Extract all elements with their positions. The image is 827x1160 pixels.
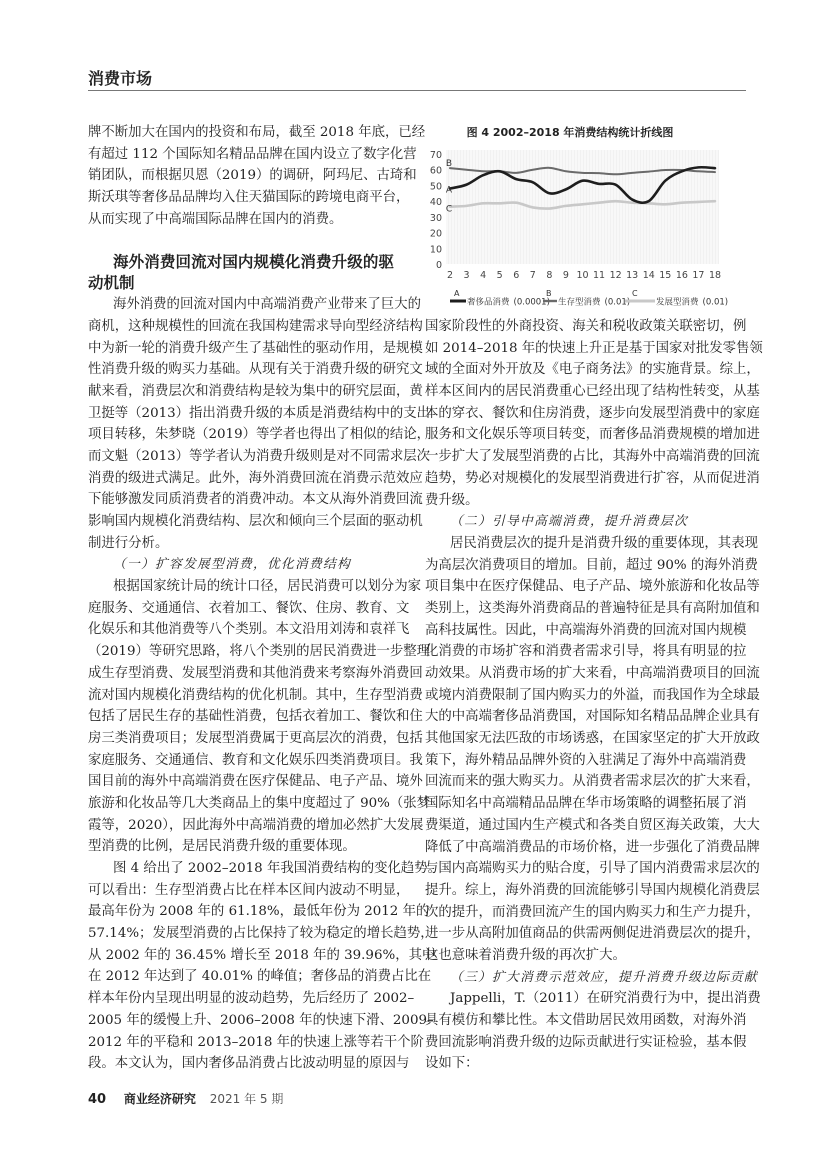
text-line: 设如下： (425, 1056, 479, 1072)
text-line: 具有模仿和攀比性。本文借助居民效用函数，对海外消 (425, 1013, 747, 1028)
legend-letter: C (632, 289, 638, 298)
text-line: 在 2012 年达到了 40.01% 的峰值；奢侈品的消费占比在 (88, 969, 432, 985)
text-line: 动效果。从消费市场的扩大来看，中高端消费项目的回流 (425, 666, 760, 681)
text-line: 下能够激发同质消费者的消费冲动。本文从海外消费回流 (88, 492, 423, 508)
spacer (88, 230, 394, 252)
x-tick-label: 8 (546, 270, 553, 281)
paragraph (425, 988, 761, 1075)
page-footer (88, 1090, 283, 1107)
x-tick-label: 14 (642, 270, 655, 281)
paragraph (88, 858, 442, 1075)
text-line: 图 4 给出了 2002–2018 年我国消费结构的变化趋势。 (113, 861, 442, 876)
paragraph (88, 576, 431, 858)
series-label: C (445, 204, 453, 215)
x-tick-label: 16 (675, 270, 688, 281)
series-label: A (445, 185, 453, 196)
text-line: 回流而来的强大购买力。从消费者需求层次的扩大来看， (425, 774, 760, 790)
text-line: 销团队，而根据贝恩（2019）的调研，阿玛尼、古琦和 (88, 168, 417, 184)
journal-issue: 2021 年 5 期 (209, 1092, 284, 1106)
text-line: 包括了居民生存的基础性消费，包括衣着加工、餐饮和住 (88, 709, 423, 725)
text-line: 策下，海外精品品牌外资的入驻满足了海外中高端消费 (425, 752, 747, 768)
text-line: 域的全面对外开放及《电子商务法》的实施背景。综上， (425, 362, 760, 378)
x-tick-label: 17 (692, 270, 705, 281)
text-line: 其他国家无法匹敌的市场诱惑，在国家坚定的扩大开放政 (425, 731, 760, 747)
y-tick-label: 70 (429, 150, 442, 161)
text-line: 化娱乐和其他消费等八个类别。本文沿用刘涛和袁祥飞 (88, 622, 410, 638)
text-line: 根据国家统计局的统计口径，居民消费可以划分为家 (113, 579, 421, 595)
x-tick-label: 5 (496, 270, 503, 281)
text-line: 最高年份为 2008 年的 61.18%，最低年份为 2012 年的 (88, 904, 430, 920)
text-line: 类别上，这类海外消费商品的普遍特征是具有高附加值和 (425, 600, 760, 616)
text-line: 样本区间内的居民消费重心已经出现了结构性转变，从基 (425, 384, 760, 400)
text-line: 庭服务、交通通信、衣着加工、餐饮、住房、教育、文 (88, 600, 410, 616)
legend-label (656, 297, 728, 308)
text-line: 如 2014–2018 年的快速上升正是基于国家对批发零售领 (425, 340, 763, 356)
legend-name: 生存型消费 (558, 297, 601, 308)
x-tick-label: 2 (446, 270, 454, 281)
legend-label (558, 297, 630, 308)
text-line: （2019）等研究思路，将八个类别的居民消费进一步整理 (88, 644, 431, 660)
text-line: 降低了中高端消费品的市场价格，进一步强化了消费品牌 (425, 839, 760, 855)
text-line: 影响国内规模化消费结构、层次和倾向三个层面的驱动机 (88, 514, 423, 529)
x-tick-label: 12 (609, 270, 622, 281)
legend-note: (0.01) (604, 297, 631, 308)
y-tick-label: 60 (429, 165, 442, 177)
text-line: 提升。综上，海外消费的回流能够引导国内规模化消费层 (425, 882, 760, 898)
x-tick-label: 15 (659, 270, 672, 281)
y-tick-label: 40 (429, 197, 442, 209)
x-tick-label: 10 (576, 270, 589, 281)
text-line: 与国内高端购买力的贴合度，引导了国内消费需求层次的 (425, 861, 760, 877)
text-line: 成生存型消费、发展型消费和其他消费来考察海外消费回 (88, 665, 423, 681)
text-line: 斯沃琪等奢侈品品牌均入住天猫国际的跨境电商平台， (88, 190, 410, 206)
paragraph (88, 122, 426, 230)
text-line: 牌不断加大在国内的投资和布局，截至 2018 年底，已经 (88, 125, 426, 140)
legend-note: (0.01) (702, 297, 729, 308)
text-line: 从 2002 年的 36.45% 增长至 2018 年的 39.96%，其中 (88, 947, 436, 963)
text-line: 中为新一轮的消费升级产生了基础性的驱动作用，是规模 (88, 340, 423, 356)
text-line: 为高层次消费项目的增加。目前，超过 90% 的海外消费 (425, 557, 758, 573)
text-line: 霞等，2020），因此海外中高端消费的增加必然扩大发展 (88, 817, 424, 833)
legend-letter: A (454, 289, 460, 298)
text-line: 性消费升级的购买力基础。从现有关于消费升级的研究文 (88, 362, 423, 378)
x-tick-label: 6 (513, 270, 520, 281)
legend-label (467, 297, 550, 308)
text-line: 服务和文化娱乐等项目转变，而奢侈品消费规模的增加进 (425, 427, 760, 443)
text-line: 大的中高端奢侈品消费国，对国际知名精品品牌企业具有 (425, 709, 760, 725)
text-line: 段。本文认为，国内奢侈品消费占比波动明显的原因与 (88, 1056, 410, 1072)
y-tick-label: 20 (429, 228, 442, 240)
text-line: 旅游和化妆品等几大类商品上的集中度超过了 90%（张梦 (88, 795, 431, 811)
text-line: 趋势，势必对规模化的发展型消费进行扩容，从而促进消 (425, 470, 760, 486)
page-number: 40 (88, 1092, 107, 1107)
text-line: 国目前的海外中高端消费在医疗保健品、电子产品、境外 (88, 774, 423, 790)
x-tick-label: 4 (480, 270, 487, 281)
paragraph (425, 316, 763, 511)
text-line: 本的穿衣、餐饮和住房消费，逐步向发展型消费中的家庭 (425, 405, 760, 421)
legend-letter: B (546, 289, 552, 298)
text-line: 样本年份内呈现出明显的波动趋势，先后经历了 2002– (88, 991, 415, 1007)
header-rule (88, 90, 746, 91)
text-line: 消费的级进式满足。此外，海外消费回流在消费示范效应 (88, 470, 423, 486)
text-line: 费回流影响消费升级的边际贡献进行实证检验，基本假 (425, 1034, 747, 1050)
figure-4-line-chart (420, 120, 750, 315)
text-line: 2012 年的平稳和 2013–2018 年的快速上涨等若干个阶 (88, 1034, 424, 1050)
text-line: 化消费的市场扩容和消费者需求引导，将具有明显的拉 (425, 644, 747, 660)
legend-name: 奢侈品消费 (467, 297, 510, 308)
text-line: 海外消费的回流对国内中高端消费产业带来了巨大的 (113, 297, 421, 313)
heading-line: 海外消费回流对国内规模化消费升级的驱 (113, 253, 394, 272)
x-tick-label: 18 (708, 270, 722, 281)
text-line: 流对国内规模化消费结构的优化机制。其中，生存型消费 (88, 687, 423, 703)
x-tick-label: 13 (626, 270, 639, 281)
text-line: 高科技属性。因此，中高端海外消费的回流对国内规模 (425, 622, 747, 638)
paragraph (88, 294, 431, 554)
text-line: 一步扩大了发展型消费的占比，其海外中高端消费的回流 (425, 449, 760, 465)
text-line: 项目集中在医疗保健品、电子产品、境外旅游和化妆品等 (425, 579, 760, 595)
subsection-heading: （一）扩容发展型消费，优化消费结构 (113, 557, 351, 573)
text-line: 制进行分析。 (88, 535, 169, 551)
text-line: 而文魁（2013）等学者认为消费升级则是对不同需求层次 (88, 448, 431, 464)
text-line: 或境内消费限制了国内购买力的外溢，而我国作为全球最 (425, 687, 760, 703)
text-line: 可以看出：生存型消费占比在样本区间内波动不明显， (88, 882, 410, 898)
x-tick-label: 7 (529, 270, 536, 281)
y-tick-label: 10 (429, 244, 442, 256)
text-line: 进一步从高附加值商品的供需两侧促进消费层次的提升， (425, 926, 760, 942)
y-tick-label: 0 (435, 260, 442, 271)
text-line: 57.14%；发展型消费的占比保持了较为稳定的增长趋势， (88, 926, 434, 942)
text-line: 次的提升，而消费回流产生的国内购买力和生产力提升， (425, 904, 760, 920)
legend-name: 发展型消费 (656, 297, 699, 308)
heading-line: 动机制 (88, 274, 135, 293)
text-line: 有超过 112 个国际知名精品品牌在国内设立了数字化营 (88, 146, 417, 162)
text-line: 家庭服务、交通通信、教育和文化娱乐四类消费项目。我 (88, 752, 423, 768)
x-tick-label: 11 (593, 270, 606, 281)
chart-title: 图 4 2002–2018 年消费结构统计折线图 (466, 126, 674, 139)
y-tick-label: 30 (429, 212, 442, 224)
x-tick-label: 9 (562, 270, 569, 281)
text-line: 献来看，消费层次和消费结构是较为集中的研究层面，黄 (88, 383, 423, 399)
text-line: 国家阶段性的外商投资、海关和税收政策关联密切，例 (425, 319, 747, 334)
text-line: 费升级。 (425, 492, 479, 508)
journal-name: 商业经济研究 (123, 1092, 196, 1106)
text-line: 商机，这种规模性的回流在我国构建需求导向型经济结构 (88, 318, 423, 334)
section-heading (88, 252, 394, 294)
series-label: B (445, 159, 453, 170)
text-line: 费渠道，通过国内生产模式和各类自贸区海关政策，大大 (425, 817, 760, 833)
text-line: 卫挺等（2013）指出消费升级的本质是消费结构中的支出 (88, 405, 431, 421)
y-tick-label: 50 (429, 181, 442, 193)
text-line: 从而实现了中高端国际品牌在国内的消费。 (88, 211, 343, 227)
subsection-heading: （二）引导中高端消费，提升消费层次 (450, 514, 688, 530)
subsection-heading: （三）扩大消费示范效应，提升消费升级边际贡献 (450, 969, 758, 985)
text-line: 型消费的比例，是居民消费升级的重要体现。 (88, 839, 356, 855)
text-line: Jappelli，T.（2011）在研究消费行为中，提出消费 (450, 991, 761, 1007)
text-line: 国际知名中高端精品品牌在华市场策略的调整拓展了消 (425, 796, 747, 812)
x-tick-label: 3 (463, 270, 470, 281)
paragraph (425, 533, 760, 967)
text-line: 2005 年的缓慢上升、2006–2008 年的快速下滑、2009– (88, 1012, 434, 1028)
text-line: 房三类消费项目；发展型消费属于更高层次的消费，包括 (88, 730, 423, 746)
section-header: 消费市场 (88, 69, 153, 88)
text-line: 这也意味着消费升级的再次扩大。 (425, 947, 626, 963)
text-line: 项目转移，朱梦晓（2019）等学者也得出了相似的结论， (88, 427, 431, 443)
text-line: 居民消费层次的提升是消费升级的重要体现，其表现 (450, 535, 758, 551)
right-text-column (425, 316, 763, 1075)
legend-note: (0.0001) (513, 297, 550, 308)
